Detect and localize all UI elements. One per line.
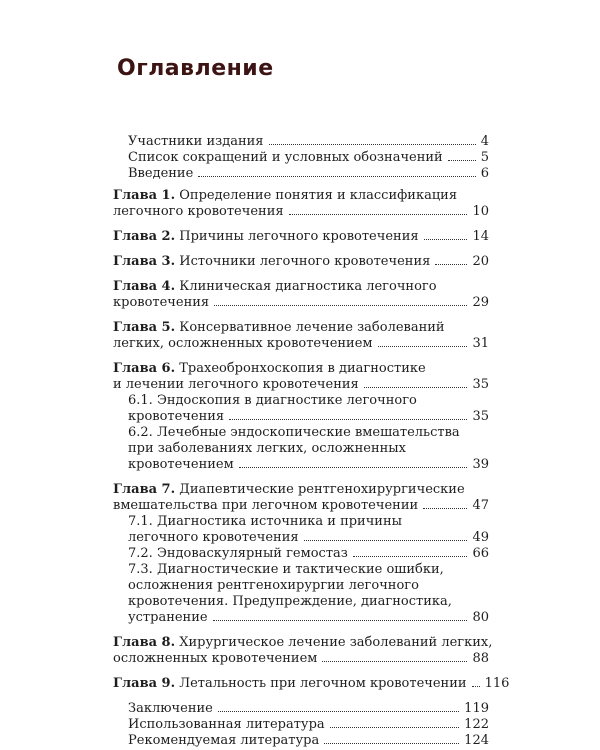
entry-text: Список сокращений и условных обозначений [128,150,443,165]
page-number: 122 [464,717,489,732]
toc-subsection [113,393,489,425]
entry-text: Участники издания [128,134,264,149]
chapter-heading [113,188,489,220]
entry-text: вмешательства при легочном кровотечении [113,498,419,513]
page-number: 31 [472,336,489,351]
dot-leader [198,176,475,177]
entry-text: легких, осложненных кровотечением [113,336,373,351]
toc-line [113,676,510,692]
dot-leader [330,727,460,728]
spacer [113,352,489,361]
page-number: 124 [464,733,489,748]
page-number: 49 [472,530,489,545]
toc-line [113,457,489,473]
toc-line [113,134,489,150]
toc-front-entry [113,166,489,182]
page-number: 35 [472,377,489,392]
chapter-label: Глава 9. [113,676,176,691]
toc-line [113,188,489,204]
dot-leader [269,144,476,145]
chapter-label: Глава 6. [113,361,176,376]
spacer [113,473,489,482]
entry-text: кровотечением [128,457,234,472]
spacer [113,270,489,279]
toc-front-entry [113,134,489,150]
toc-line [113,717,489,733]
dot-leader [304,540,468,541]
entry-text: 7.2. Эндоваскулярный гемостаз [128,546,348,561]
dot-leader [213,620,468,621]
chapter-label: Глава 3. [113,254,176,269]
toc-chapter [113,188,489,220]
toc-subsection [113,546,489,562]
entry-text: Использованная литература [128,717,325,732]
entry-text: кровотечения [113,295,210,310]
page-number: 80 [472,610,489,625]
page-number: 66 [472,546,489,561]
toc-chapter [113,229,489,245]
entry-title-text: Консервативное лечение заболеваний [179,320,445,335]
chapter-label: Глава 7. [113,482,176,497]
spacer [113,311,489,320]
dot-leader [353,556,468,557]
chapter-label: Глава 8. [113,635,176,650]
toc-front-entry [113,150,489,166]
chapter-heading [113,635,493,667]
toc-line [113,610,489,626]
toc-back-entry [113,733,489,749]
page-number: 14 [472,229,489,244]
toc-line [113,295,489,311]
toc-line [113,530,489,546]
toc-subsection [113,514,489,546]
entry-text: осложненных кровотечением [113,651,318,666]
toc-line [113,651,489,667]
toc-line [113,498,489,514]
toc-line [113,166,489,182]
toc-back-entry [113,717,489,733]
chapter-heading [113,229,489,245]
chapter-heading [113,279,489,311]
entry-text: и лечении легочного кровотечения [113,377,359,392]
page-number: 20 [472,254,489,269]
toc-line [113,229,489,245]
chapter-label: Глава 4. [113,279,176,294]
page-number: 29 [472,295,489,310]
chapter-heading [113,254,489,270]
toc-chapter [113,635,493,667]
page-title: Оглавление [117,56,274,81]
toc-chapter [113,482,489,626]
toc-line: при заболеваниях легких, осложненных [128,441,406,456]
page-number: 47 [472,498,489,513]
chapter-heading [113,361,489,393]
dot-leader [378,346,468,347]
toc-line: 6.1. Эндоскопия в диагностике легочного [128,393,417,408]
toc-back-entry [113,701,489,717]
page-number: 35 [472,409,489,424]
page-number: 5 [480,150,489,165]
entry-text: Заключение [128,701,213,716]
entry-text: Рекомендуемая литература [128,733,320,748]
dot-leader [435,264,467,265]
toc-line [113,320,489,336]
page-number: 116 [484,676,510,691]
toc-line [113,336,489,352]
entry-title-text: Хирургическое лечение заболеваний легких, [179,635,493,650]
entry-title-text: Трахеобронхоскопия в диагностике [179,361,426,376]
spacer [113,692,489,701]
entry-title-text: Определение понятия и классификация [179,188,458,203]
spacer [113,220,489,229]
dot-leader [322,661,467,662]
entry-title-text: Причины легочного кровотечения [179,229,419,244]
entry-title-text: Клиническая диагностика легочного [179,279,437,294]
toc-line [113,546,489,562]
entry-text: устранение [128,610,208,625]
toc-chapter [113,279,489,311]
dot-leader [239,467,468,468]
entry-text: легочного кровотечения [128,530,299,545]
toc-line [113,254,489,270]
toc-line: осложнения рентгенохирургии легочного [128,578,419,593]
toc-line [113,204,489,220]
chapter-heading [113,320,489,352]
entry-text [113,254,430,270]
page-number: 6 [480,166,489,181]
chapter-label: Глава 2. [113,229,176,244]
toc-chapter [113,361,489,473]
toc-line [113,377,489,393]
toc-line: 6.2. Лечебные эндоскопические вмешательства [128,425,460,440]
toc-line: кровотечения. Предупреждение, диагностика, [128,594,452,609]
toc-line: 7.1. Диагностика источника и причины [128,514,402,529]
dot-leader [218,711,459,712]
page-number: 39 [472,457,489,472]
entry-text: Введение [128,166,194,181]
entry-text [113,676,467,692]
dot-leader [423,508,467,509]
toc-line [113,635,493,651]
table-of-contents [113,134,510,749]
dot-leader [289,214,468,215]
dot-leader [229,419,467,420]
toc-line [113,733,489,749]
toc-line [113,150,489,166]
chapter-label: Глава 5. [113,320,176,335]
toc-chapter [113,676,510,692]
spacer [113,626,489,635]
page-number: 119 [464,701,489,716]
entry-text: легочного кровотечения [113,204,284,219]
toc-line [113,409,489,425]
chapter-heading [113,676,510,692]
toc-chapter [113,254,489,270]
toc-subsection [113,425,489,473]
toc-line: 7.3. Диагностические и тактические ошибки, [128,562,444,577]
spacer [113,667,489,676]
page-number: 10 [472,204,489,219]
chapter-heading [113,482,489,514]
toc-line [113,361,489,377]
dot-leader [472,686,480,687]
toc-line [113,482,489,498]
entry-title-text: Летальность при легочном кровотечении [179,676,467,691]
entry-text [113,229,419,245]
toc-line [113,279,489,295]
dot-leader [364,387,468,388]
dot-leader [448,160,476,161]
entry-title-text: Диапевтические рентгенохирургические [179,482,465,497]
entry-title-text: Источники легочного кровотечения [179,254,431,269]
page-number: 88 [472,651,489,666]
dot-leader [424,239,468,240]
spacer [113,245,489,254]
toc-line [113,701,489,717]
toc-chapter [113,320,489,352]
chapter-label: Глава 1. [113,188,176,203]
entry-text: кровотечения [128,409,225,424]
dot-leader [324,743,459,744]
toc-subsection [113,562,489,626]
dot-leader [214,305,467,306]
page-number: 4 [480,134,489,149]
